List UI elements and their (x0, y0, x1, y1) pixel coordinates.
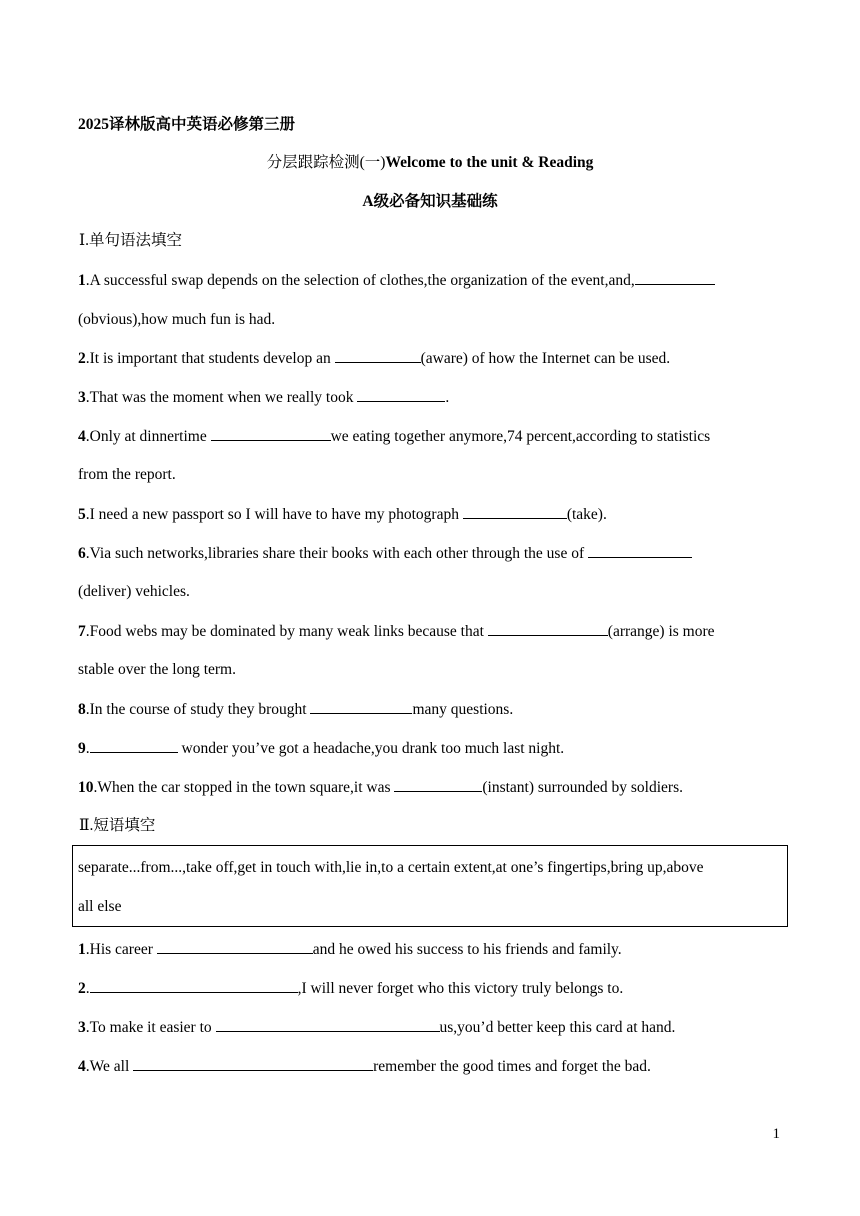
phrase-question-1 (78, 939, 790, 960)
question-text-after: . (445, 389, 450, 406)
question-text-after: (arrange) is more (607, 623, 715, 640)
question-text: . (85, 980, 90, 997)
document-title: 2025译林版高中英语必修第三册 (78, 116, 296, 133)
question-text-after: we eating together anymore,74 percent,according to statistics (330, 428, 711, 445)
section2-heading: Ⅱ.短语填空 (79, 817, 156, 834)
question-number: 1 (78, 272, 86, 289)
question-text: .It is important that students develop an (85, 350, 335, 367)
question-text: .Food webs may be dominated by many weak links because that (85, 623, 488, 640)
level-heading: A级必备知识基础练 (362, 193, 498, 210)
question-10 (78, 777, 790, 798)
answer-blank[interactable] (90, 978, 298, 993)
phrase-question-4 (78, 1056, 790, 1077)
question-text: .In the course of study they brought (85, 701, 311, 718)
subtitle-unit: Welcome to the unit & Reading (385, 154, 594, 171)
question-text: .When the car stopped in the town square,it was (93, 779, 395, 796)
question-text-after: (aware) of how the Internet can be used. (420, 350, 671, 367)
question-number: 6 (78, 545, 86, 562)
question-3 (78, 387, 790, 408)
answer-blank[interactable] (335, 348, 421, 363)
question-text: . (85, 740, 90, 757)
phrase-question-2 (78, 978, 790, 999)
answer-blank[interactable] (211, 426, 331, 441)
question-number: 5 (78, 506, 86, 523)
question-5 (78, 504, 790, 525)
answer-blank[interactable] (394, 777, 482, 792)
question-text: .Via such networks,libraries share their books with each other through the use of (85, 545, 589, 562)
question-7-continued: stable over the long term. (78, 661, 236, 678)
question-8 (78, 699, 790, 720)
test-subtitle (0, 153, 860, 173)
question-number: 10 (78, 779, 94, 796)
question-text-after: remember the good times and forget the bad. (373, 1058, 651, 1075)
question-text-after: wonder you’ve got a headache,you drank too much last night. (177, 740, 565, 757)
question-text: .We all (85, 1058, 134, 1075)
question-number: 3 (78, 389, 86, 406)
answer-blank[interactable] (588, 543, 692, 558)
page-number: 1 (772, 1126, 780, 1142)
question-7 (78, 621, 790, 642)
answer-blank[interactable] (90, 738, 178, 753)
question-text-after: many questions. (412, 701, 514, 718)
question-text-after: and he owed his success to his friends and family. (312, 941, 622, 958)
question-number: 2 (78, 350, 86, 367)
answer-blank[interactable] (310, 699, 412, 714)
question-text: .That was the moment when we really took (85, 389, 358, 406)
phrase-bank-box (72, 845, 788, 927)
question-4-continued: from the report. (78, 466, 176, 483)
answer-blank[interactable] (357, 387, 445, 402)
question-4 (78, 426, 790, 447)
question-number: 8 (78, 701, 86, 718)
question-text: .I need a new passport so I will have to have my photograph (85, 506, 463, 523)
question-6-continued: (deliver) vehicles. (78, 583, 190, 600)
answer-blank[interactable] (133, 1056, 373, 1071)
question-number: 4 (78, 1058, 86, 1075)
question-number: 1 (78, 941, 86, 958)
question-1-continued: (obvious),how much fun is had. (78, 311, 276, 328)
question-number: 7 (78, 623, 86, 640)
question-text-after: ,I will never forget who this victory truly belongs to. (297, 980, 624, 997)
question-text: .Only at dinnertime (85, 428, 211, 445)
question-text: .His career (85, 941, 157, 958)
section1-heading: Ⅰ.单句语法填空 (79, 232, 182, 249)
answer-blank[interactable] (157, 939, 313, 954)
question-2 (78, 348, 790, 369)
phrase-bank-line-1: separate...from...,take off,get in touch with,lie in,to a certain extent,at one’s fingertips,bring up,above (78, 859, 704, 876)
phrase-bank-line-2: all else (78, 898, 122, 915)
question-number: 3 (78, 1019, 86, 1036)
answer-blank[interactable] (488, 621, 608, 636)
subtitle-prefix: 分层跟踪检测(一) (266, 154, 386, 171)
question-number: 4 (78, 428, 86, 445)
answer-blank[interactable] (463, 504, 567, 519)
question-number: 9 (78, 740, 86, 757)
question-text-after: (instant) surrounded by soldiers. (482, 779, 683, 796)
question-6 (78, 543, 790, 564)
question-text: .A successful swap depends on the selection of clothes,the organization of the event,and, (85, 272, 635, 289)
phrase-question-3 (78, 1017, 790, 1038)
question-9 (78, 738, 790, 759)
question-text-after: us,you’d better keep this card at hand. (439, 1019, 676, 1036)
answer-blank[interactable] (216, 1017, 440, 1032)
question-1 (78, 270, 790, 291)
question-text-after: (take). (566, 506, 607, 523)
question-text: .To make it easier to (85, 1019, 216, 1036)
answer-blank[interactable] (635, 270, 715, 285)
question-number: 2 (78, 980, 86, 997)
